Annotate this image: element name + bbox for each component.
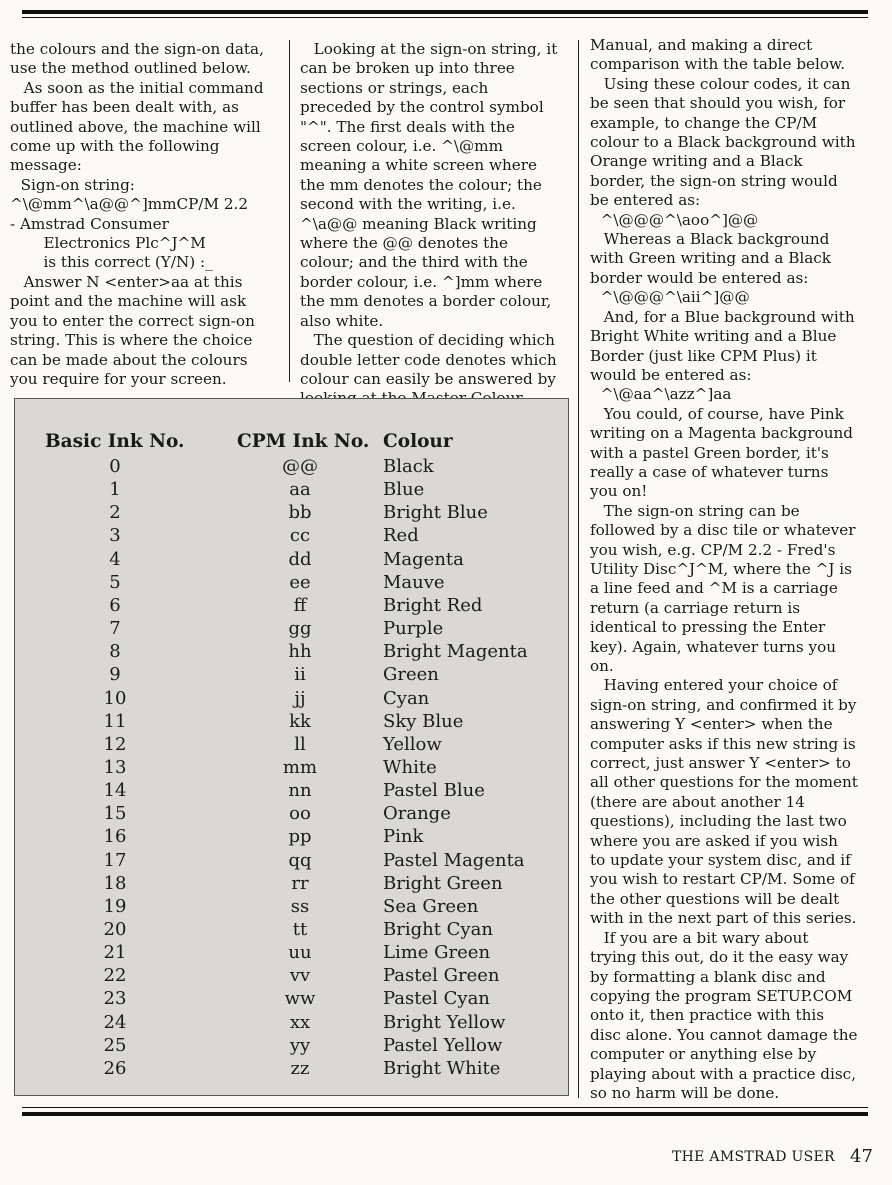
- table-row: [15, 850, 568, 873]
- basic-ink-cell: 18: [103, 872, 127, 894]
- colour-name-cell: Bright Red: [383, 594, 483, 616]
- cpm-ink-cell: vv: [289, 965, 311, 987]
- paragraph: Answer N <enter>aa at this point and the machine will ask you to enter the correct sign-on string. This is where the choice can be made about the colours you require for your screen.: [10, 272, 255, 388]
- cpm-ink-cell: @@: [282, 456, 318, 477]
- table-row: [15, 965, 568, 988]
- cpm-ink-cell: pp: [288, 826, 312, 848]
- basic-ink-cell: 24: [103, 1011, 127, 1033]
- basic-ink-cell: 19: [103, 895, 127, 917]
- article-column-1: [10, 40, 278, 389]
- cpm-ink-cell: ww: [284, 988, 316, 1010]
- basic-ink-cell: 6: [109, 594, 121, 616]
- paragraph: ^\@aa^\azz^]aa: [600, 385, 732, 404]
- basic-ink-cell: 26: [103, 1057, 127, 1079]
- top-rule-thin: [22, 17, 868, 18]
- basic-ink-cell: 25: [103, 1034, 127, 1056]
- colour-name-cell: Yellow: [383, 733, 442, 755]
- publication-name: THE AMSTRAD USER: [672, 1149, 835, 1165]
- table-row: [15, 641, 568, 664]
- bottom-rule-thick: [22, 1112, 868, 1116]
- table-row: [15, 525, 568, 548]
- paragraph: The question of deciding which double letter code denotes which colour can easily be answered by: [300, 331, 557, 388]
- paragraph: Whereas a Black background with Green writing and a Black border would be entered as:: [590, 230, 832, 287]
- cpm-ink-cell: tt: [292, 919, 308, 940]
- cpm-ink-cell: mm: [282, 756, 318, 778]
- paragraph: ^\@@@^\aii^]@@: [600, 288, 750, 307]
- paragraph: is this correct (Y/N) :_: [43, 253, 213, 272]
- cpm-ink-cell: cc: [289, 525, 311, 547]
- cpm-ink-cell: hh: [288, 641, 312, 663]
- top-rule-thick: [22, 10, 868, 14]
- cpm-ink-cell: bb: [288, 502, 312, 524]
- table-row: [15, 595, 568, 618]
- colour-name-cell: Bright Green: [383, 872, 503, 894]
- colour-name-cell: Bright Blue: [383, 502, 488, 524]
- cpm-ink-cell: ll: [294, 733, 306, 755]
- basic-ink-cell: 9: [109, 664, 121, 686]
- table-row: [15, 826, 568, 849]
- basic-ink-cell: 20: [103, 919, 127, 940]
- colour-code-table: [14, 398, 569, 1096]
- colour-name-cell: White: [383, 756, 437, 778]
- cpm-ink-cell: zz: [290, 1057, 310, 1079]
- column-divider-1: [289, 40, 290, 382]
- paragraph: The sign-on string can be followed by a disc tile or whatever you wish, e.g. CP/M 2.2 - Fred's Utility Disc^J^M, where the ^J is a line feed and ^M is a carriage return (a carriage return is identical to pressing the Enter key). Again, whatever turns you on.: [590, 501, 856, 675]
- table-row: [15, 572, 568, 595]
- paragraph: Sign-on string:: [20, 175, 135, 194]
- colour-name-cell: Black: [383, 456, 434, 477]
- table-row: [15, 664, 568, 687]
- colour-name-cell: Cyan: [383, 687, 430, 709]
- paragraph: - Amstrad Consumer: [10, 214, 169, 233]
- table-row: [15, 456, 568, 479]
- cpm-ink-cell: gg: [288, 618, 312, 640]
- cpm-ink-cell: oo: [289, 803, 311, 825]
- colour-name-cell: Pastel Green: [383, 965, 500, 987]
- colour-name-cell: Bright Cyan: [383, 919, 493, 940]
- colour-name-cell: Lime Green: [383, 942, 491, 964]
- colour-name-cell: Pastel Cyan: [383, 988, 490, 1010]
- colour-name-cell: Sea Green: [383, 895, 479, 917]
- colour-name-cell: Bright Yellow: [383, 1011, 506, 1033]
- cpm-ink-cell: uu: [288, 942, 312, 964]
- cpm-ink-cell: ff: [293, 594, 307, 616]
- basic-ink-cell: 8: [109, 641, 121, 663]
- table-row: [15, 780, 568, 803]
- table-row: [15, 1058, 568, 1081]
- basic-ink-cell: 15: [103, 803, 127, 825]
- paragraph: Having entered your choice of sign-on string, and confirmed it by answering Y <enter> when the computer asks if this new string is correct, just answer Y <enter> to all other questions for the moment (there are about another 14 questions), including the last two where you are asked if you wish to update your system disc, and if you wish to restart CP/M. Some of the other questions will be dealt with in the next part of this series.: [590, 676, 858, 928]
- colour-name-cell: Bright White: [383, 1057, 501, 1079]
- paragraph: You could, of course, have Pink writing on a Magenta background with a pastel Green border, it's really a case of whatever turns you on!: [590, 404, 854, 501]
- bottom-rule-thin: [22, 1107, 868, 1108]
- basic-ink-cell: 7: [109, 618, 121, 640]
- table-row: [15, 1012, 568, 1035]
- cpm-ink-cell: yy: [289, 1034, 311, 1056]
- basic-ink-cell: 13: [103, 756, 127, 778]
- basic-ink-cell: 2: [109, 502, 121, 524]
- table-row: [15, 549, 568, 572]
- basic-ink-cell: 22: [103, 965, 127, 987]
- paragraph: Manual, and making a direct comparison with the table below.: [590, 36, 846, 74]
- cpm-ink-cell: aa: [289, 479, 311, 501]
- cpm-ink-cell: rr: [291, 872, 309, 894]
- basic-ink-cell: 14: [103, 780, 127, 802]
- paragraph: ^\@@@^\aoo^]@@: [600, 210, 759, 229]
- paragraph: As soon as the initial command buffer has been dealt with, as outlined above, the machine will come up with the following message:: [10, 78, 264, 175]
- table-row: [15, 479, 568, 502]
- basic-ink-cell: 1: [109, 479, 121, 501]
- basic-ink-cell: 4: [109, 548, 121, 570]
- basic-ink-cell: 17: [103, 849, 127, 871]
- cpm-ink-cell: ee: [289, 571, 311, 593]
- colour-name-cell: Pink: [383, 826, 424, 848]
- article-column-2: [300, 40, 562, 428]
- cpm-ink-cell: nn: [288, 780, 312, 802]
- colour-name-cell: Pastel Yellow: [383, 1034, 503, 1056]
- basic-ink-cell: 5: [109, 571, 121, 593]
- basic-ink-cell: 23: [103, 988, 127, 1010]
- basic-ink-cell: 11: [103, 710, 127, 732]
- cpm-ink-cell: jj: [294, 687, 306, 709]
- cpm-ink-cell: qq: [288, 849, 312, 871]
- paragraph: If you are a bit wary about trying this out, do it the easy way by formatting a blank disc and copying the program SETUP.COM onto it, then practice with this disc alone. You cannot damage the computer or anything else by playing about with a practice disc, so no harm will be done.: [590, 928, 858, 1102]
- basic-ink-cell: 16: [103, 826, 127, 848]
- table-header-basic-ink: Basic Ink No.: [45, 431, 185, 452]
- basic-ink-cell: 3: [109, 525, 121, 547]
- colour-name-cell: Red: [383, 525, 419, 547]
- table-row: [15, 1035, 568, 1058]
- table-header-colour: Colour: [383, 431, 453, 452]
- table-row: [15, 803, 568, 826]
- colour-name-cell: Pastel Blue: [383, 780, 485, 802]
- table-row: [15, 711, 568, 734]
- cpm-ink-cell: ss: [290, 895, 310, 917]
- page-number: 47: [850, 1146, 873, 1167]
- table-row: [15, 757, 568, 780]
- table-row: [15, 942, 568, 965]
- basic-ink-cell: 0: [109, 456, 121, 477]
- cpm-ink-cell: xx: [289, 1011, 311, 1033]
- basic-ink-cell: 10: [103, 687, 127, 709]
- cpm-ink-cell: kk: [289, 710, 311, 732]
- cpm-ink-cell: dd: [288, 548, 312, 570]
- paragraph: the colours and the sign-on data, use the method outlined below.: [10, 40, 264, 78]
- column-divider-2: [578, 40, 579, 1098]
- paragraph: ^\@mm^\a@@^]mmCP/M 2.2: [10, 195, 249, 214]
- table-row: [15, 734, 568, 757]
- paragraph: Electronics Plc^J^M: [43, 234, 206, 253]
- colour-name-cell: Pastel Magenta: [383, 849, 525, 871]
- paragraph: And, for a Blue background with Bright White writing and a Blue Border (just like CPM Plus) it would be entered as:: [590, 307, 855, 384]
- basic-ink-cell: 12: [103, 733, 127, 755]
- table-row: [15, 988, 568, 1011]
- table-row: [15, 618, 568, 641]
- article-column-3: [590, 36, 858, 1103]
- colour-name-cell: Magenta: [383, 548, 464, 570]
- colour-name-cell: Purple: [383, 618, 444, 640]
- table-row: [15, 688, 568, 711]
- table-row: [15, 873, 568, 896]
- cpm-ink-cell: ii: [294, 664, 306, 686]
- basic-ink-cell: 21: [103, 942, 127, 964]
- colour-name-cell: Sky Blue: [383, 710, 464, 732]
- colour-name-cell: Orange: [383, 803, 451, 825]
- colour-name-cell: Mauve: [383, 571, 445, 593]
- paragraph: Using these colour codes, it can be seen that should you wish, for example, to change the CP/M colour to a Black background with Orange writing and a Black border, the sign-on string would be entered as:: [590, 74, 856, 210]
- colour-name-cell: Green: [383, 664, 439, 686]
- colour-name-cell: Blue: [383, 479, 425, 501]
- table-header-cpm-ink: CPM Ink No.: [237, 431, 370, 452]
- table-row: [15, 502, 568, 525]
- colour-name-cell: Bright Magenta: [383, 641, 528, 663]
- table-row: [15, 919, 568, 942]
- table-row: [15, 896, 568, 919]
- paragraph: Looking at the sign-on string, it can be broken up into three sections or strings, each preceded by the control symbol "^". The first deals with the screen colour, i.e. ^\@mm meaning a white screen where the mm denotes the colour; the second with the writing, i.e. ^\a@@ meaning Black writing where the @@ denotes the colour; and the third with the border colour, i.e. ^]mm where the mm denotes a border colour, also white.: [300, 40, 558, 330]
